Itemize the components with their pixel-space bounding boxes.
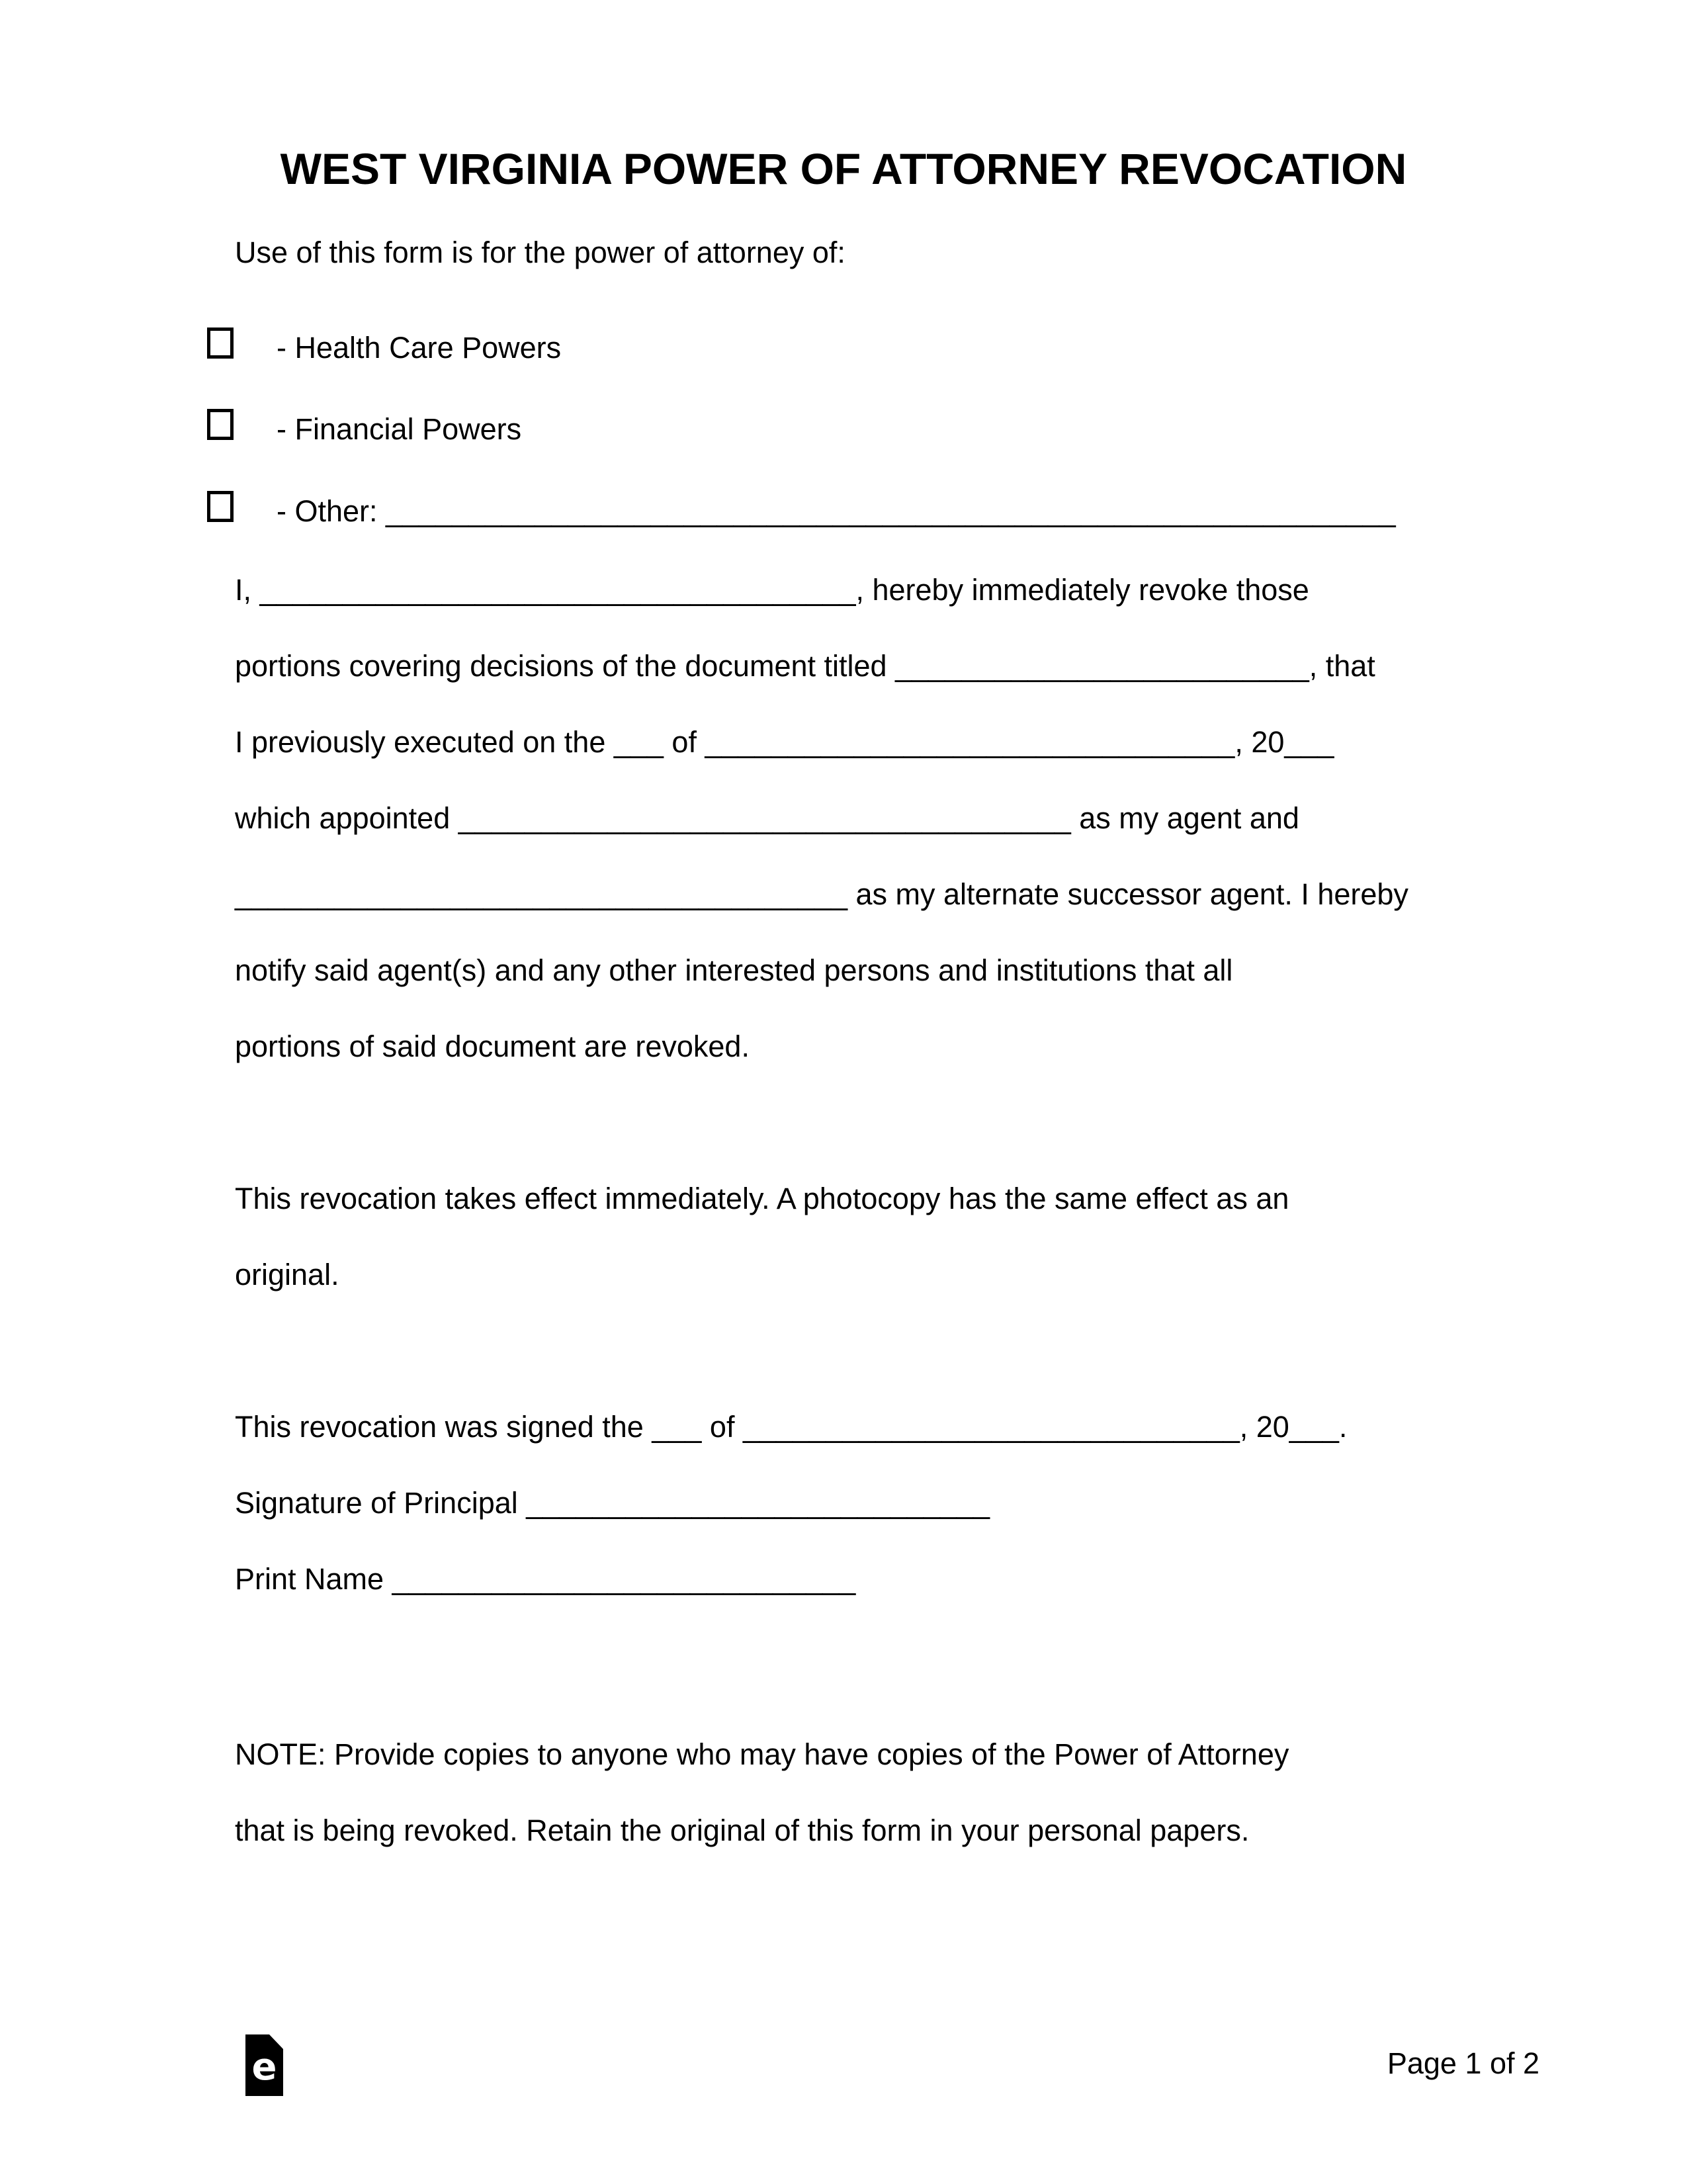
eforms-logo-icon <box>245 2034 283 2096</box>
note-line1: NOTE: Provide copies to anyone who may have copies of the Power of Attorney <box>235 1737 1289 1771</box>
paragraph1-line4: which appointed _____________________________________ as my agent and <box>235 801 1299 835</box>
checkbox-health-care-label: - Health Care Powers <box>277 331 562 365</box>
paragraph1-line3: I previously executed on the ___ of ________________________________, 20___ <box>235 725 1334 759</box>
paragraph2-line2: original. <box>235 1258 339 1291</box>
page-indicator: Page 1 of 2 <box>1387 2046 1539 2080</box>
print-name-line: Print Name ____________________________ <box>235 1562 856 1596</box>
checkbox-other-label: - Other: _____________________________________________________________ <box>277 494 1396 528</box>
checkbox-other[interactable] <box>207 491 234 522</box>
paragraph1-line1: I, ____________________________________, hereby immediately revoke those <box>235 573 1309 607</box>
intro-text: Use of this form is for the power of attorney of: <box>235 236 845 269</box>
signed-date-line: This revocation was signed the ___ of ______________________________, 20___. <box>235 1410 1348 1444</box>
paragraph1-line6: notify said agent(s) and any other interested persons and institutions that all <box>235 953 1233 987</box>
paragraph2-line1: This revocation takes effect immediately. A photocopy has the same effect as an <box>235 1182 1289 1215</box>
checkbox-health-care[interactable] <box>207 328 234 359</box>
note-line2: that is being revoked. Retain the original of this form in your personal papers. <box>235 1813 1250 1847</box>
checkbox-financial-label: - Financial Powers <box>277 412 522 446</box>
page-title: WEST VIRGINIA POWER OF ATTORNEY REVOCATION <box>280 144 1407 193</box>
logo-letter: e <box>251 2046 277 2089</box>
checkbox-financial[interactable] <box>207 409 234 440</box>
paragraph1-line7: portions of said document are revoked. <box>235 1029 750 1063</box>
paragraph1-line2: portions covering decisions of the document titled _________________________, that <box>235 649 1375 683</box>
signature-of-principal-line: Signature of Principal ____________________________ <box>235 1486 990 1520</box>
paragraph1-line5: _____________________________________ as my alternate successor agent. I hereby <box>235 877 1408 911</box>
